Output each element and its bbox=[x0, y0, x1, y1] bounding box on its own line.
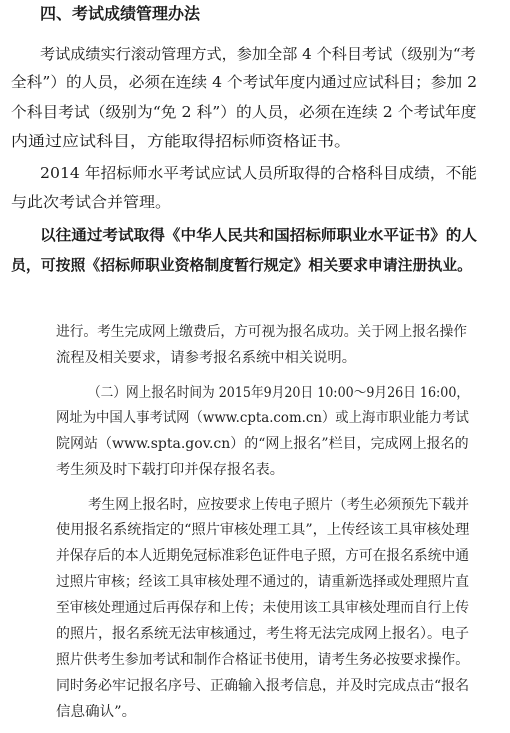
paragraph-line: 考试成绩实行滚动管理方式，参加全部 4 个科目考试（级别为“考 bbox=[40, 45, 476, 63]
paragraph-line: （二）网上报名时间为 2015年9月20日 10:00～9月26日 16:00， bbox=[88, 385, 469, 401]
paragraph-line: 进行。考生完成网上缴费后，方可视为报名成功。关于网上报名操作 bbox=[56, 324, 467, 340]
paragraph-line: 过照片审核；经该工具审核处理不通过的，请重新选择或处理照片直 bbox=[56, 574, 469, 590]
paragraph-line: 以往通过考试取得《中华人民共和国招标师职业水平证书》的人 bbox=[40, 226, 477, 244]
paragraph-line: 的照片，报名系统无法审核通过，考生将无法完成网上报名）。电子 bbox=[56, 626, 469, 642]
paragraph-line: 2014 年招标师水平考试应试人员所取得的合格科目成绩，不能 bbox=[40, 164, 477, 182]
paragraph-line: 信息确认”。 bbox=[56, 704, 136, 720]
paragraph-line: 员，可按照《招标师职业资格制度暂行规定》相关要求申请注册执业。 bbox=[11, 256, 472, 274]
paragraph-line: 照片供考生参加考试和制作合格证书使用，请考生务必按要求操作。 bbox=[56, 652, 469, 668]
paragraph-line: 院网站（www.spta.gov.cn）的“网上报名”栏目，完成网上报名的 bbox=[56, 436, 469, 452]
paragraph-line: 全科”）的人员，必须在连续 4 个考试年度内通过应试科目；参加 2 bbox=[11, 73, 477, 91]
paragraph-line: 同时务必牢记报名序号、正确输入报考信息，并及时完成点击“报名 bbox=[56, 678, 469, 694]
paragraph-line: 使用报名系统指定的“照片审核处理工具”，上传经该工具审核处理 bbox=[56, 522, 469, 538]
paragraph-line: 考生网上报名时，应按要求上传电子照片（考生必须预先下载并 bbox=[88, 497, 469, 513]
paragraph-line: 流程及相关要求，请参考报名系统中相关说明。 bbox=[56, 350, 356, 366]
paragraph-line: 与此次考试合并管理。 bbox=[11, 193, 172, 211]
paragraph-line: 至审核处理通过后再保存和上传；未使用该工具审核处理而自行上传 bbox=[56, 600, 469, 616]
paragraph-line: 并保存后的本人近期免冠标准彩色证件电子照，方可在报名系统中通 bbox=[56, 548, 469, 564]
paragraph-line: 考生须及时下载打印并保存报名表。 bbox=[56, 462, 284, 478]
section-heading: 四、考试成绩管理办法 bbox=[40, 5, 201, 23]
paragraph-line: 个科目考试（级别为“免 2 科”）的人员，必须在连续 2 个考试年度 bbox=[11, 103, 477, 121]
paragraph-line: 内通过应试科目，方能取得招标师资格证书。 bbox=[11, 132, 351, 150]
paragraph-line: 网址为中国人事考试网（www.cpta.com.cn）或上海市职业能力考试 bbox=[56, 410, 469, 426]
